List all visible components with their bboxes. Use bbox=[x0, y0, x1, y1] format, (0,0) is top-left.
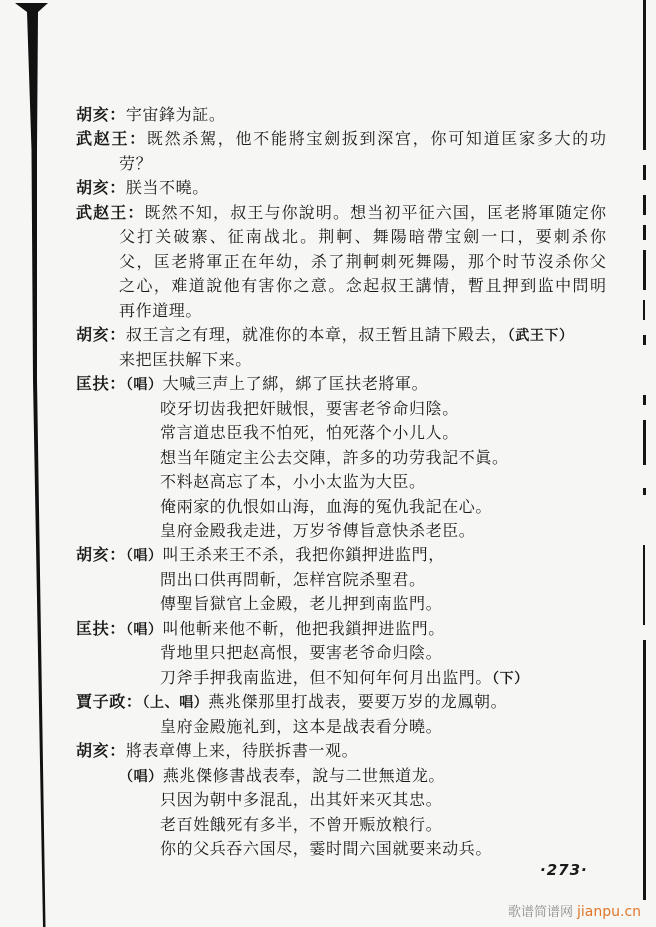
continuation-line bbox=[119, 274, 606, 298]
sung-verse-line bbox=[119, 764, 606, 788]
line-text: 皇府金殿施礼到，这本是战表看分曉。 bbox=[160, 716, 443, 736]
dialogue-line bbox=[76, 543, 606, 567]
binding-edge-line bbox=[0, 0, 60, 927]
edge-segment bbox=[643, 640, 646, 900]
edge-segment bbox=[643, 0, 646, 150]
sung-verse-line bbox=[160, 568, 606, 592]
line-text: 既然不知，叔王与你說明。想当初平征六国，匡老將軍随定你 bbox=[144, 202, 606, 222]
edge-segment bbox=[643, 545, 645, 625]
stage-direction: （上、唱） bbox=[142, 695, 209, 712]
stage-direction: （唱） bbox=[125, 621, 163, 638]
continuation-line bbox=[119, 225, 606, 249]
edge-segment bbox=[643, 488, 646, 495]
speaker-label: 胡亥： bbox=[76, 105, 126, 124]
sung-verse-line bbox=[160, 837, 606, 861]
line-text: 問出口供再問斬，怎样宫院杀聖君。 bbox=[160, 569, 426, 589]
line-text: 叫王杀来王不杀，我把你鎖押进监門， bbox=[162, 545, 445, 565]
line-text: 你的父兵吞六国尽，霎时間六国就要来动兵。 bbox=[160, 839, 493, 859]
edge-segment bbox=[643, 335, 646, 345]
stage-direction: （唱） bbox=[125, 548, 163, 565]
continuation-line bbox=[119, 152, 606, 176]
speaker-label: 匡扶： bbox=[76, 374, 126, 394]
dialogue-line bbox=[76, 103, 606, 127]
page-number: ·273· bbox=[540, 861, 588, 879]
dialogue-line bbox=[76, 372, 606, 396]
sung-verse-line bbox=[160, 519, 606, 543]
line-text: 只因为朝中多混乱，出其奸来灭其忠。 bbox=[160, 790, 443, 810]
sung-verse-line bbox=[160, 397, 606, 421]
sung-verse-line bbox=[160, 788, 606, 812]
line-text: 將表章傳上来，待朕拆書一观。 bbox=[125, 741, 359, 761]
stage-direction: （武王下） bbox=[507, 328, 574, 345]
dialogue-line bbox=[76, 127, 606, 151]
speaker-label: 匡扶： bbox=[76, 618, 126, 638]
sung-verse-line bbox=[160, 446, 606, 470]
speaker-label: 胡亥： bbox=[76, 178, 126, 198]
dialogue-line bbox=[76, 617, 606, 641]
continuation-line bbox=[119, 299, 606, 323]
speaker-label: 胡亥： bbox=[76, 545, 126, 565]
line-text: 叔王言之有理，就准你的本章，叔王暂且請下殿去， bbox=[125, 325, 508, 345]
line-text: 咬牙切齿我把奸賊恨，要害老爷命归陰。 bbox=[160, 398, 459, 418]
sung-verse-line bbox=[160, 470, 606, 494]
dialogue-line bbox=[76, 176, 606, 200]
line-text: 大喊三声上了綁，綁了匡扶老將軍。 bbox=[162, 374, 429, 394]
dialogue-line bbox=[76, 739, 606, 763]
line-text: 再作道理。 bbox=[119, 300, 203, 320]
line-text: 宇宙鋒为証。 bbox=[125, 105, 226, 124]
sung-verse-line bbox=[160, 715, 606, 739]
speaker-label: 胡亥： bbox=[76, 325, 126, 345]
line-text: 常言道忠臣我不怕死，怕死落个小儿人。 bbox=[160, 423, 459, 443]
edge-segment bbox=[643, 395, 646, 405]
stage-direction: （唱） bbox=[119, 768, 163, 785]
speaker-label: 賈子政： bbox=[76, 692, 143, 712]
stage-direction: （下） bbox=[492, 670, 529, 687]
speaker-label: 武赵王： bbox=[76, 129, 147, 149]
edge-segment bbox=[643, 195, 646, 215]
continuation-line bbox=[119, 250, 606, 274]
dialogue-line bbox=[76, 201, 606, 225]
watermark-site-url: jianpu.cn bbox=[577, 904, 642, 920]
speaker-label: 胡亥： bbox=[76, 741, 126, 761]
speaker-label: 武赵王： bbox=[76, 202, 145, 222]
dialogue-line bbox=[76, 690, 606, 714]
watermark-site-name: 歌谱简谱网 bbox=[508, 905, 574, 920]
stage-direction: （唱） bbox=[125, 377, 163, 394]
sung-verse-line bbox=[160, 666, 606, 690]
line-text: 刀斧手押我南监进，但不知何年何月出监門。 bbox=[160, 667, 493, 687]
line-text: 之心，难道說他有害你之意。念起叔王講情，暫且押到监中問明 bbox=[119, 276, 606, 296]
line-text: 父，匡老將軍正在年幼，杀了荆軻刺死舞陽，那个时节沒杀你父 bbox=[119, 251, 606, 271]
watermark bbox=[508, 901, 641, 920]
line-text: 背地里只把赵高恨，要害老爷命归陰。 bbox=[160, 643, 443, 663]
line-text: 来把匡扶解下来。 bbox=[119, 349, 252, 369]
sung-verse-line bbox=[160, 495, 606, 519]
line-text: 不料赵高忘了本，小小太监为大臣。 bbox=[160, 472, 426, 492]
line-text: 傳聖旨獄官上金殿，老儿押到南监門。 bbox=[160, 594, 443, 614]
sung-verse-line bbox=[160, 421, 606, 445]
line-text: 燕兆傑那里打战表，要要万岁的龙鳳朝。 bbox=[208, 692, 508, 712]
sung-verse-line bbox=[160, 813, 606, 837]
line-text: 皇府金殿我走进，万岁爷傳旨意快杀老臣。 bbox=[160, 520, 476, 540]
line-text: 父打关破寨、征南战北。荆軻、舞陽暗帶宝劍一口，要刺杀你 bbox=[119, 227, 606, 247]
sung-verse-line bbox=[160, 641, 606, 665]
sung-verse-line bbox=[160, 592, 606, 616]
line-text: 叫他斬来他不斬，他把我鎖押进监門。 bbox=[162, 618, 445, 638]
edge-segment bbox=[643, 250, 646, 290]
line-text: 俺兩家的仇恨如山海，血海的冤仇我記在心。 bbox=[160, 496, 493, 516]
line-text: 既然杀駕，他不能將宝劍扳到深宫，你可知道匡家多大的功 bbox=[146, 129, 606, 149]
edge-segment bbox=[643, 165, 646, 180]
edge-segment bbox=[643, 420, 646, 465]
line-text: 燕兆傑修書战表奉，說与二世無道龙。 bbox=[162, 765, 446, 785]
edge-segment bbox=[643, 300, 645, 320]
line-text: 老百姓餓死有多半，不曾开赈放粮行。 bbox=[160, 814, 443, 834]
continuation-line bbox=[119, 348, 606, 372]
dialogue-line bbox=[76, 323, 606, 347]
line-text: 朕当不曉。 bbox=[125, 178, 209, 198]
edge-segment bbox=[643, 225, 646, 240]
line-text: 想当年随定主公去交陣，許多的功劳我記不眞。 bbox=[160, 447, 509, 467]
line-text: 劳？ bbox=[119, 153, 153, 173]
